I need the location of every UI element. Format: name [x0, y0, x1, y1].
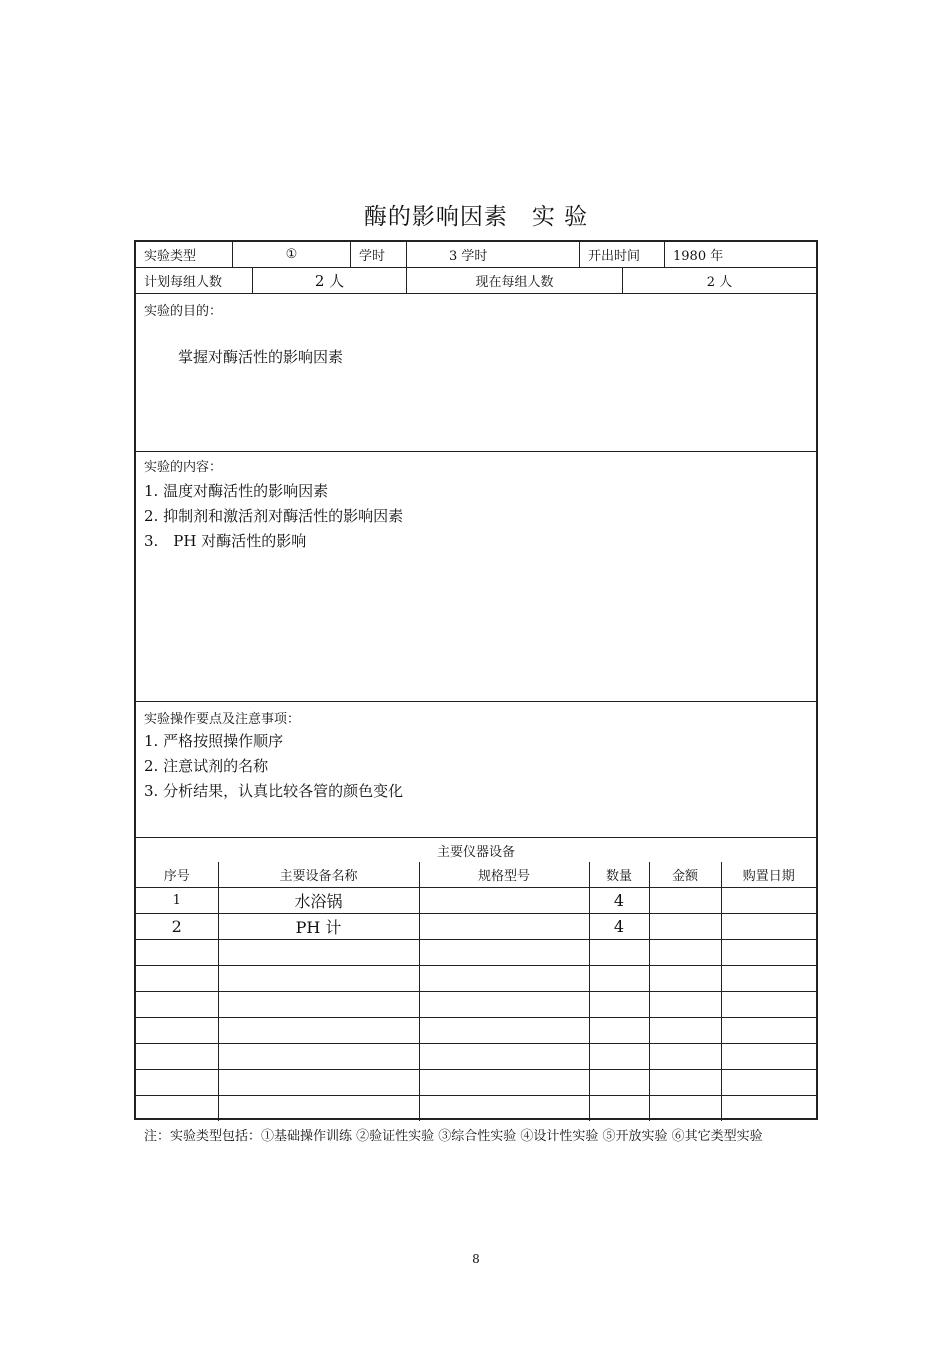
table-cell: [649, 1096, 721, 1122]
table-cell: [589, 1044, 649, 1070]
table-cell: [419, 1096, 589, 1122]
table-row: [136, 1018, 816, 1044]
table-row: [136, 992, 816, 1018]
content-label: 实验的内容：: [144, 460, 223, 475]
column-header: 规格型号: [419, 862, 589, 888]
type-label: 实验类型: [144, 249, 197, 264]
table-cell: [589, 966, 649, 992]
table-cell: [419, 1070, 589, 1096]
table-row: [136, 940, 816, 966]
table-cell: [218, 940, 419, 966]
table-cell: [419, 914, 589, 940]
table-cell: 水浴锅: [218, 888, 419, 914]
column-header: 金额: [649, 862, 721, 888]
table-cell: [721, 888, 816, 914]
column-header: 主要设备名称: [218, 862, 419, 888]
table-cell: [136, 940, 218, 966]
table-cell: 2: [136, 914, 218, 940]
page-number: 8: [472, 1252, 480, 1266]
table-cell: [419, 992, 589, 1018]
info-row-2: [136, 268, 816, 294]
table-cell: [721, 914, 816, 940]
table-cell: [649, 966, 721, 992]
table-cell: [649, 914, 721, 940]
table-cell: [419, 1044, 589, 1070]
table-cell: [649, 888, 721, 914]
table-cell: [218, 1044, 419, 1070]
table-cell: [649, 940, 721, 966]
notes-label: 实验操作要点及注意事项：: [144, 712, 301, 727]
document-title: 酶的影响因素 实 验: [363, 204, 589, 230]
table-cell: [218, 1018, 419, 1044]
table-cell: [649, 992, 721, 1018]
table-row: [136, 966, 816, 992]
table-cell: [218, 1070, 419, 1096]
start-label: 开出时间: [579, 242, 664, 267]
purpose-label: 实验的目的：: [144, 304, 223, 319]
experiment-sheet: [134, 240, 818, 1120]
table-cell: [721, 940, 816, 966]
table-cell: 1: [136, 888, 218, 914]
content-section: [136, 452, 816, 702]
table-cell: [419, 888, 589, 914]
column-header: 数量: [589, 862, 649, 888]
content-item: 2. 抑制剂和激活剂对酶活性的影响因素: [144, 507, 404, 525]
current-value: 2 人: [622, 268, 816, 293]
start-value: 1980 年: [664, 242, 816, 267]
notes-item: 1. 严格按照操作顺序: [144, 732, 284, 750]
equipment-title-row: [136, 838, 816, 862]
table-cell: [721, 1018, 816, 1044]
table-cell: [218, 966, 419, 992]
type-value: ①: [232, 242, 350, 267]
table-cell: [419, 940, 589, 966]
table-cell: [589, 1096, 649, 1122]
table-cell: [589, 992, 649, 1018]
table-cell: 4: [589, 914, 649, 940]
planned-label: 计划每组人数: [144, 275, 223, 290]
equipment-table: [136, 862, 816, 1121]
table-cell: [589, 1070, 649, 1096]
table-row: [136, 1070, 816, 1096]
purpose-section: [136, 294, 816, 452]
table-cell: [419, 966, 589, 992]
notes-item: 3. 分析结果，认真比较各管的颜色变化: [144, 782, 404, 800]
content-item: 3. PH 对酶活性的影响: [144, 532, 307, 550]
table-cell: [721, 966, 816, 992]
table-cell: [649, 1070, 721, 1096]
table-cell: [136, 1070, 218, 1096]
table-cell: PH 计: [218, 914, 419, 940]
column-header: 序号: [163, 869, 190, 884]
table-row: [136, 1044, 816, 1070]
table-cell: [721, 1044, 816, 1070]
equipment-title: 主要仪器设备: [436, 844, 515, 860]
table-row: [136, 914, 816, 940]
notes-item: 2. 注意试剂的名称: [144, 757, 269, 775]
table-cell: [589, 1018, 649, 1044]
table-cell: [136, 1018, 218, 1044]
hours-value: 3 学时: [406, 242, 579, 267]
table-row: [136, 1096, 816, 1122]
purpose-text: 掌握对酶活性的影响因素: [178, 348, 344, 366]
table-row: [136, 888, 816, 914]
info-row-1: [136, 242, 816, 268]
hours-label: 学时: [350, 242, 406, 267]
table-cell: [721, 992, 816, 1018]
table-cell: [721, 1096, 816, 1122]
table-cell: [649, 1044, 721, 1070]
table-cell: [136, 992, 218, 1018]
table-cell: [136, 1096, 218, 1122]
content-item: 1. 温度对酶活性的影响因素: [144, 482, 329, 500]
table-cell: [721, 1070, 816, 1096]
table-cell: [218, 1096, 419, 1122]
notes-section: [136, 702, 816, 838]
current-label: 现在每组人数: [406, 268, 622, 293]
table-cell: [218, 992, 419, 1018]
planned-value: 2 人: [252, 268, 406, 293]
table-cell: [419, 1018, 589, 1044]
table-cell: 4: [589, 888, 649, 914]
column-header: 购置日期: [721, 862, 816, 888]
table-cell: [649, 1018, 721, 1044]
table-header-row: [136, 862, 816, 888]
table-cell: [136, 966, 218, 992]
table-cell: [589, 940, 649, 966]
footnote: 注：实验类型包括：①基础操作训练 ②验证性实验 ③综合性实验 ④设计性实验 ⑤开放实验 ⑥其它类型实验: [144, 1129, 763, 1144]
table-cell: [136, 1044, 218, 1070]
